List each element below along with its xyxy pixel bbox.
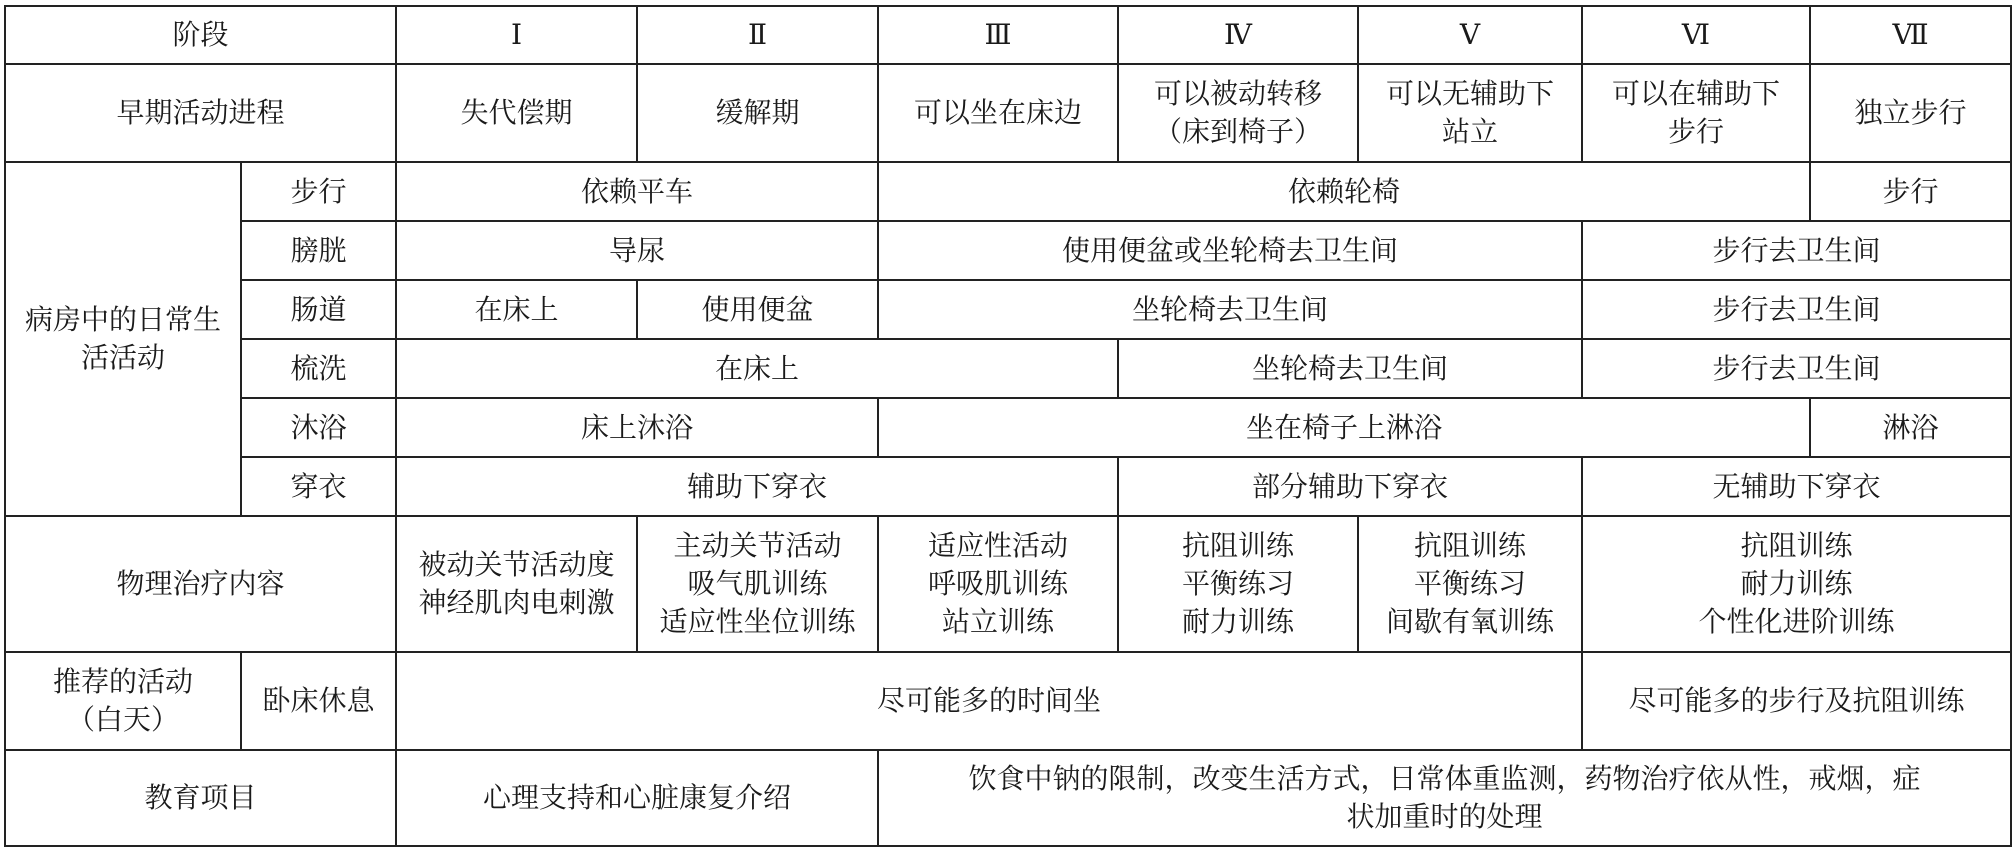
adl-cell: 辅助下穿衣: [396, 457, 1118, 516]
early-progress-cell: 可以无辅助下 站立: [1358, 64, 1582, 162]
adl-cell: 无辅助下穿衣: [1582, 457, 2011, 516]
adl-cell: 坐轮椅去卫生间: [878, 280, 1582, 339]
recommended-activity-cell: 尽可能多的时间坐: [396, 652, 1582, 750]
early-progress-cell: 独立步行: [1810, 64, 2011, 162]
education-cell: 心理支持和心脏康复介绍: [396, 750, 878, 846]
adl-cell: 依赖平车: [396, 162, 878, 221]
recommended-activity-label: 推荐的活动 （白天）: [5, 652, 241, 750]
adl-cell: 在床上: [396, 280, 637, 339]
adl-walking-row: [5, 162, 2011, 221]
adl-cell: 使用便盆: [637, 280, 878, 339]
adl-cell: 床上沐浴: [396, 398, 878, 457]
adl-group-label: 病房中的日常生 活活动: [5, 162, 241, 516]
stage-header-cell: Ⅵ: [1582, 6, 1810, 64]
adl-cell: 部分辅助下穿衣: [1118, 457, 1582, 516]
education-label: 教育项目: [5, 750, 396, 846]
physical-therapy-cell: 抗阻训练 平衡练习 间歇有氧训练: [1358, 516, 1582, 652]
education-cell: 饮食中钠的限制，改变生活方式，日常体重监测，药物治疗依从性，戒烟，症 状加重时的处理: [878, 750, 2011, 846]
adl-sub-label: 肠道: [241, 280, 396, 339]
adl-grooming-row: [5, 339, 2011, 398]
adl-cell: 步行: [1810, 162, 2011, 221]
adl-cell: 导尿: [396, 221, 878, 280]
adl-cell: 淋浴: [1810, 398, 2011, 457]
early-progress-cell: 可以被动转移 （床到椅子）: [1118, 64, 1358, 162]
stage-header-cell: Ⅶ: [1810, 6, 2011, 64]
physical-therapy-cell: 被动关节活动度 神经肌肉电刺激: [396, 516, 637, 652]
adl-cell: 坐在椅子上淋浴: [878, 398, 1810, 457]
physical-therapy-row: [5, 516, 2011, 652]
early-progress-label: 早期活动进程: [5, 64, 396, 162]
stage-header-cell: Ⅰ: [396, 6, 637, 64]
early-progress-cell: 失代偿期: [396, 64, 637, 162]
recommended-activity-cell: 尽可能多的步行及抗阻训练: [1582, 652, 2011, 750]
recommended-activity-cell: 卧床休息: [241, 652, 396, 750]
physical-therapy-label: 物理治疗内容: [5, 516, 396, 652]
adl-sub-label: 穿衣: [241, 457, 396, 516]
stage-header-cell: Ⅴ: [1358, 6, 1582, 64]
stage-header-cell: Ⅲ: [878, 6, 1118, 64]
adl-cell: 坐轮椅去卫生间: [1118, 339, 1582, 398]
early-progress-row: [5, 64, 2011, 162]
adl-bladder-row: [5, 221, 2011, 280]
early-progress-cell: 可以坐在床边: [878, 64, 1118, 162]
adl-sub-label: 步行: [241, 162, 396, 221]
adl-sub-label: 梳洗: [241, 339, 396, 398]
stage-header-cell: Ⅳ: [1118, 6, 1358, 64]
early-progress-cell: 可以在辅助下 步行: [1582, 64, 1810, 162]
adl-cell: 在床上: [396, 339, 1118, 398]
adl-sub-label: 沐浴: [241, 398, 396, 457]
physical-therapy-cell: 主动关节活动 吸气肌训练 适应性坐位训练: [637, 516, 878, 652]
stage-header-cell: Ⅱ: [637, 6, 878, 64]
physical-therapy-cell: 抗阻训练 耐力训练 个性化进阶训练: [1582, 516, 2011, 652]
stage-header-label: 阶段: [5, 6, 396, 64]
rehab-stage-table: [4, 5, 2012, 847]
physical-therapy-cell: 抗阻训练 平衡练习 耐力训练: [1118, 516, 1358, 652]
stage-header-row: [5, 6, 2011, 64]
adl-cell: 依赖轮椅: [878, 162, 1810, 221]
early-progress-cell: 缓解期: [637, 64, 878, 162]
adl-cell: 步行去卫生间: [1582, 221, 2011, 280]
adl-cell: 使用便盆或坐轮椅去卫生间: [878, 221, 1582, 280]
physical-therapy-cell: 适应性活动 呼吸肌训练 站立训练: [878, 516, 1118, 652]
adl-sub-label: 膀胱: [241, 221, 396, 280]
adl-bowel-row: [5, 280, 2011, 339]
adl-dressing-row: [5, 457, 2011, 516]
adl-bathing-row: [5, 398, 2011, 457]
education-row: [5, 750, 2011, 846]
adl-cell: 步行去卫生间: [1582, 339, 2011, 398]
adl-cell: 步行去卫生间: [1582, 280, 2011, 339]
recommended-activity-row: [5, 652, 2011, 750]
